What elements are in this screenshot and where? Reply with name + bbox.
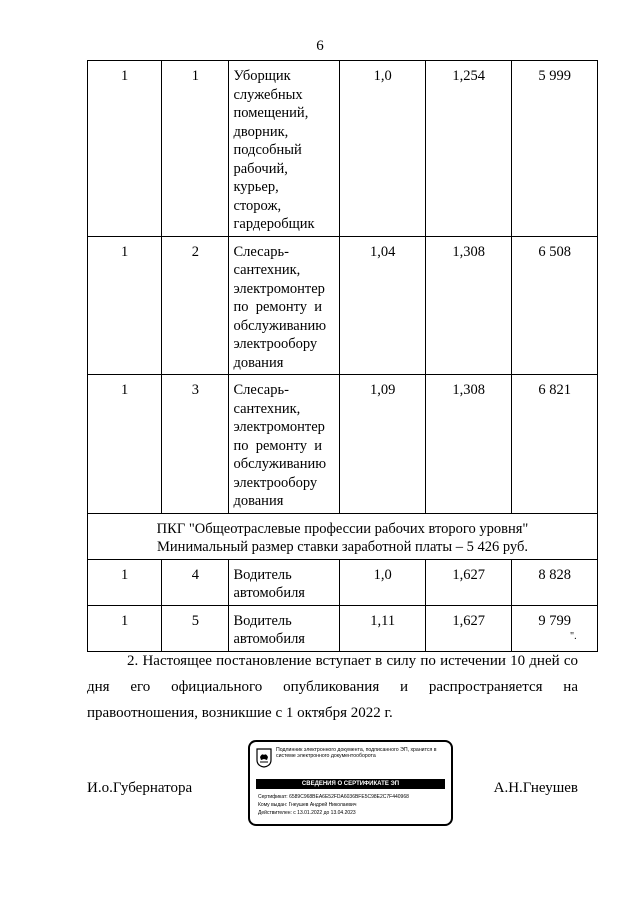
group-header-cell: [88, 513, 598, 559]
qual-group-cell: 1: [88, 559, 162, 605]
paragraph-text: 2. Настоящее постановление вступает в силу по истечении 10 дней со дня его официального опубликования и распространяется на правоотношения, возникшие с 1 октября 2022 г.: [87, 653, 578, 721]
group-title: ПКГ "Общеотраслевые профессии рабочих второго уровня": [156, 520, 529, 537]
factor-cell: 1,627: [425, 605, 512, 651]
qual-level-cell: 3: [162, 375, 229, 514]
page-number: 6: [316, 38, 324, 54]
stamp-validity: Действителен: с 13.01.2022 до 13.04.2023: [258, 810, 356, 816]
group-header-row: [88, 513, 598, 559]
profession-cell: Уборщик служебных помещений, дворник, подсобный рабочий, курьер, сторож, гардеробщик: [229, 61, 340, 237]
qual-group-cell: 1: [88, 605, 162, 651]
stamp-certificate: Сертификат: 6589C968BEA6E52FDA6036BFE5C98E2C7F440968: [258, 794, 409, 800]
closing-quote: ".: [570, 631, 577, 642]
table-row: [88, 236, 598, 375]
table-row: [88, 559, 598, 605]
stamp-header: Подлинник электронного документа, подписанного ЭП, хранится в системе электронного документооборота: [276, 747, 437, 759]
table-row: [88, 605, 598, 651]
signature-position: И.о.Губернатора: [87, 780, 193, 796]
salary-table: [87, 60, 598, 652]
coefficient-cell: 1,04: [340, 236, 426, 375]
profession-cell: Слесарь- сантехник, электромонтер по ремонту и обслуживанию электрообору дования: [229, 236, 340, 375]
qual-group-cell: 1: [88, 61, 162, 237]
coefficient-cell: 1,11: [340, 605, 426, 651]
stamp-title: СВЕДЕНИЯ О СЕРТИФИКАТЕ ЭП: [256, 779, 445, 789]
salary-cell: 8 828: [512, 559, 598, 605]
group-min-rate: Минимальный размер ставки заработной платы – 5 426 руб.: [157, 539, 528, 555]
e-signature-stamp: [248, 740, 453, 826]
qual-level-cell: 2: [162, 236, 229, 375]
qual-group-cell: 1: [88, 375, 162, 514]
factor-cell: 1,254: [425, 61, 512, 237]
qual-level-cell: 5: [162, 605, 229, 651]
stamp-issued-to: Кому выдан: Гнеушев Андрей Николаевич: [258, 802, 357, 808]
paragraph: [87, 648, 578, 726]
salary-cell: 6 821: [512, 375, 598, 514]
salary-cell: 6 508: [512, 236, 598, 375]
salary-cell: 9 799: [512, 605, 598, 651]
table-row: [88, 375, 598, 514]
coefficient-cell: 1,09: [340, 375, 426, 514]
salary-cell: 5 999: [512, 61, 598, 237]
factor-cell: 1,308: [425, 375, 512, 514]
factor-cell: 1,627: [425, 559, 512, 605]
profession-cell: Водитель автомобиля: [229, 559, 340, 605]
table-row: [88, 61, 598, 237]
coat-of-arms-icon: [256, 748, 272, 768]
qual-group-cell: 1: [88, 236, 162, 375]
profession-cell: Слесарь- сантехник, электромонтер по ремонту и обслуживанию электрообору дования: [229, 375, 340, 514]
coefficient-cell: 1,0: [340, 61, 426, 237]
coefficient-cell: 1,0: [340, 559, 426, 605]
qual-level-cell: 4: [162, 559, 229, 605]
signature-name: А.Н.Гнеушев: [493, 780, 578, 796]
qual-level-cell: 1: [162, 61, 229, 237]
profession-cell: Водитель автомобиля: [229, 605, 340, 651]
factor-cell: 1,308: [425, 236, 512, 375]
